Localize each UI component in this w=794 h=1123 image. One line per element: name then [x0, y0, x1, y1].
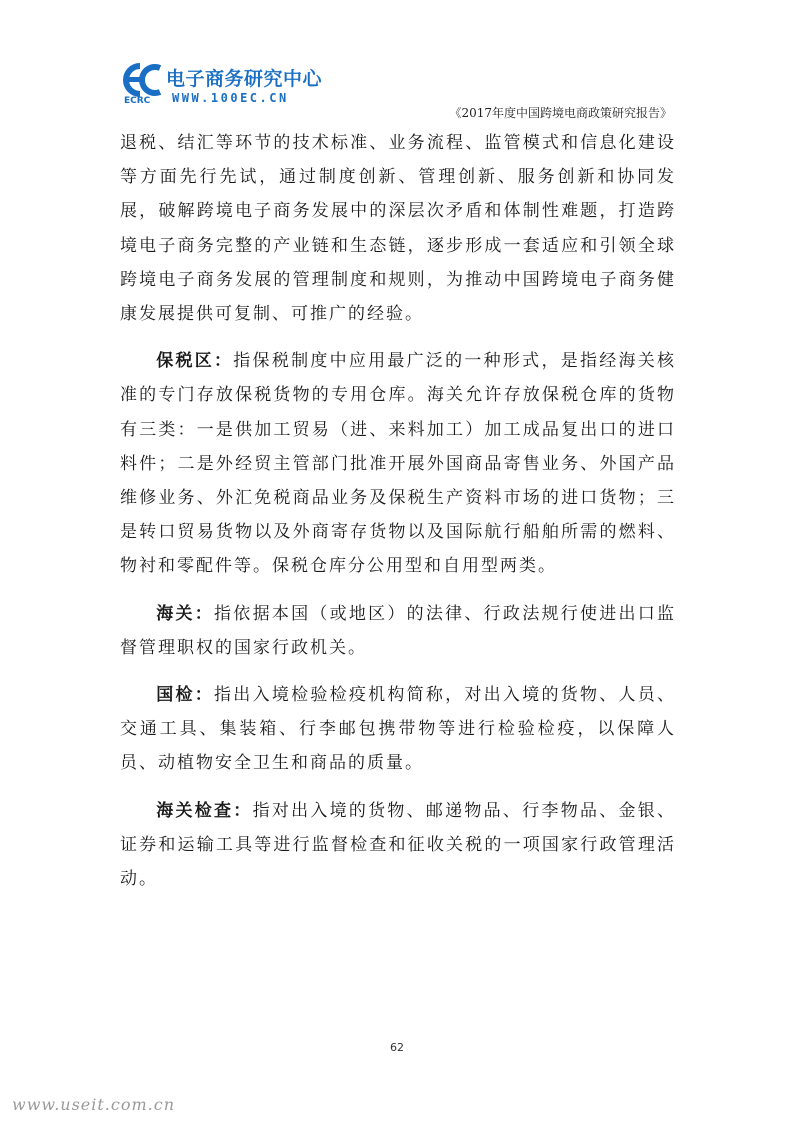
paragraph-intro: 退税、结汇等环节的技术标准、业务流程、监管模式和信息化建设等方面先行先试，通过制度创新、管理创新、服务创新和协同发展，破解跨境电子商务发展中的深层次矛盾和体制性难题，打造跨境电子商务完整的产业链和生态链，逐步形成一套适应和引领全球跨境电子商务发展的管理制度和规则，为推动中国跨境电子商务健康发展提供可复制、可推广的经验。: [120, 133, 676, 325]
term-bonded: 保税区：: [156, 351, 234, 372]
definition-customs: 指依据本国（或地区）的法律、行政法规行使进出口监督管理职权的国家行政机关。: [120, 603, 677, 658]
paragraph-customs: [120, 597, 676, 665]
paragraph-inspection: [120, 678, 676, 781]
paragraph-bonded: [120, 344, 676, 583]
logo-abbr: ECRC: [124, 96, 151, 106]
definition-customs-check: 指对出入境的货物、邮递物品、行李物品、金银、证券和运输工具等进行监督检查和征收关税的一项国家行政管理活动。: [120, 800, 677, 890]
logo-url: WWW.100EC.CN: [172, 91, 289, 105]
logo-title: 电子商务研究中心: [166, 68, 323, 90]
ec-logo-icon: [120, 62, 164, 98]
report-title: 《2017年度中国跨境电商政策研究报告》: [449, 106, 672, 120]
term-customs: 海关：: [156, 603, 215, 624]
definition-inspection: 指出入境检验检疫机构简称，对出入境的货物、人员、交通工具、集装箱、行李邮包携带物等进行检验检疫，以保障人员、动植物安全卫生和商品的质量。: [120, 685, 677, 774]
term-customs-check: 海关检查：: [156, 800, 253, 821]
term-inspection: 国检：: [156, 685, 215, 706]
header-logo: [120, 60, 323, 110]
watermark: www.useit.com.cn: [12, 1095, 176, 1114]
page-number: 62: [390, 1041, 404, 1054]
body-text: [120, 126, 676, 909]
paragraph-customs-check: [120, 794, 676, 897]
definition-bonded: 指保税制度中应用最广泛的一种形式，是指经海关核准的专门存放保税货物的专用仓库。海关允许存放保税仓库的货物有三类：一是供加工贸易（进、来料加工）加工成品复出口的进口料件；二是外经贸主管部门批准开展外国商品寄售业务、外国产品维修业务、外汇免税商品业务及保税生产资料市场的进口货物；三是转口贸易货物以及外商寄存货物以及国际航行船舶所需的燃料、物衬和零配件等。保税仓库分公用型和自用型两类。: [120, 351, 676, 577]
